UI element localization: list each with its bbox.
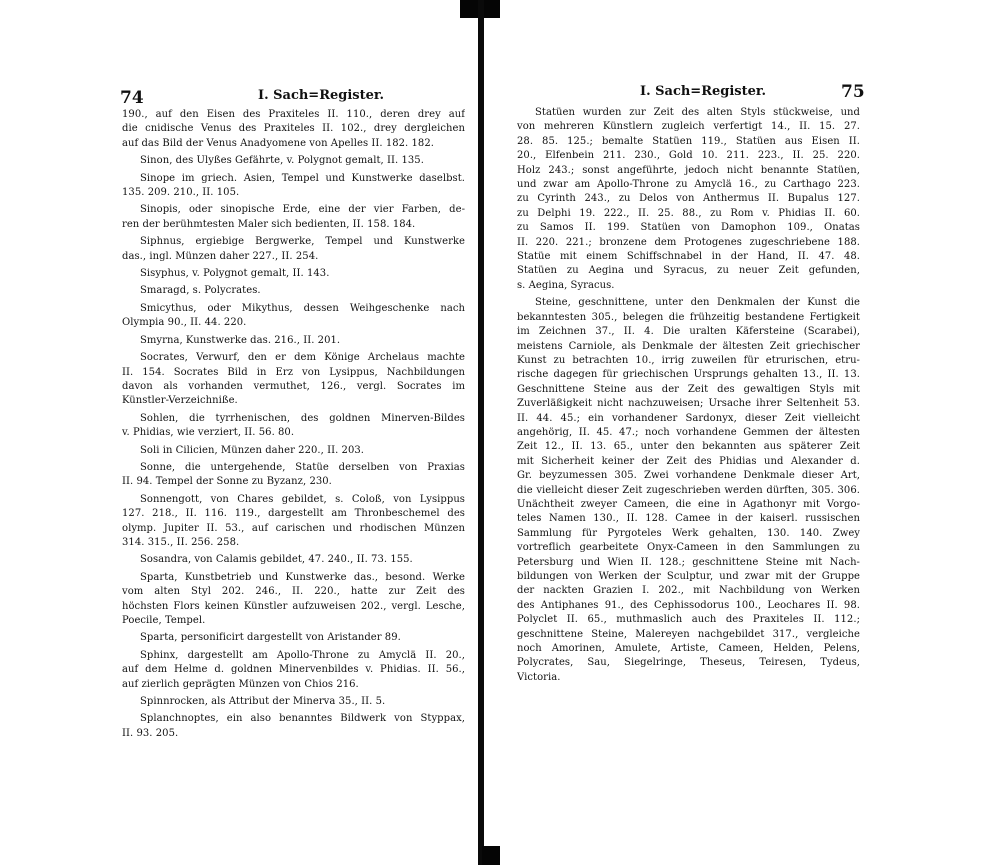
index-entry-line: der nackten Grazien I. 202., mit Nachbildung von Werken <box>517 585 860 597</box>
index-entry-line: Siphnus, ergiebige Bergwerke, Tempel und Kunstwerke <box>140 236 465 248</box>
index-entry <box>517 296 860 685</box>
index-entry <box>122 203 465 232</box>
index-entry-line: Geschnittene Steine aus der Zeit des gewaltigen Styls mit <box>517 383 860 395</box>
index-entry-line: bekanntesten 305., belegen die frühzeitig bestandene Fertigkeit <box>517 311 860 323</box>
index-entry-line: Kunst zu betrachten 10., irrig zuweilen für etrurischen, etru- <box>517 354 860 366</box>
index-entry-line: Soli in Cilicien, Münzen daher 220., II. 203. <box>140 444 365 456</box>
right-page <box>500 0 1000 865</box>
index-entry <box>122 302 465 331</box>
index-entry-line: Sparta, Kunstbetrieb und Kunstwerke das., besond. Werke <box>140 571 465 583</box>
index-entry <box>122 444 465 458</box>
index-entry-line: Petersburg und Wien II. 128.; geschnittene Steine mit Nach- <box>517 556 860 568</box>
index-entry-line: Sosandra, von Calamis gebildet, 47. 240., II. 73. 155. <box>140 554 413 566</box>
index-entry-line: Sparta, personificirt dargestellt von Aristander 89. <box>140 632 401 644</box>
left-page <box>0 0 470 865</box>
index-entry <box>122 412 465 441</box>
index-entry <box>122 235 465 264</box>
index-entry <box>517 106 860 293</box>
index-entry-line: die vielleicht dieser Zeit zugeschrieben werden dürften, 305. 306. <box>517 484 860 496</box>
index-entry-line: Künstler-Verzeichniße. <box>122 395 238 407</box>
index-entry <box>122 631 465 645</box>
index-entry-line: Gr. beyzumessen 305. Zwei vorhandene Denkmale dieser Art, <box>517 470 860 482</box>
index-entry-line: Polyclet II. 65., muthmaslich auch des Praxiteles II. 112.; <box>517 614 860 626</box>
index-entry-line: zu Delphi 19. 222., II. 25. 88., zu Rom v. Phidias II. 60. <box>517 207 860 219</box>
index-entry-line: davon als vorhanden vermuthet, 126., vergl. Socrates im <box>122 380 465 392</box>
index-entry-line: Statüen zu Aegina und Syracus, zu neuer Zeit gefunden, <box>517 265 860 277</box>
index-entry-line: Smyrna, Kunstwerke das. 216., II. 201. <box>140 334 341 346</box>
index-entry-line: olymp. Jupiter II. 53., auf carischen und rhodischen Münzen <box>122 522 465 534</box>
index-entry-line: 127. 218., II. 116. 119., dargestellt am Thronbeschemel des <box>122 508 465 520</box>
index-entry-line: Sinon, des Ulyßes Gefährte, v. Polygnot gemalt, II. 135. <box>140 155 424 167</box>
index-entry-line: im Zeichnen 37., II. 4. Die uralten Käfersteine (Scarabei), <box>517 326 860 338</box>
index-entry-line: geschnittene Steine, Malereyen nachgebildet 317., vergleiche <box>517 628 860 640</box>
index-entry-line: Smaragd, s. Polycrates. <box>140 285 261 297</box>
index-entry-line: Sinopis, oder sinopische Erde, eine der vier Farben, de- <box>140 204 465 216</box>
index-entry-line: Sohlen, die tyrrhenischen, des goldnen Minerven-Bildes <box>140 412 465 424</box>
index-entry-line: vom alten Styl 202. 246., II. 220., hatte zur Zeit des <box>122 586 465 598</box>
index-entry-line: II. 94. Tempel der Sonne zu Byzanz, 230. <box>122 476 332 488</box>
index-entry-line: und zwar am Apollo-Throne zu Amyclä 16., zu Carthago 223. <box>517 179 860 191</box>
index-entry-line: Sisyphus, v. Polygnot gemalt, II. 143. <box>140 268 330 280</box>
index-entry-line: meistens Carniole, als Denkmale der ältesten Zeit griechischer <box>517 340 860 352</box>
index-entry-line: Sonnengott, von Chares gebildet, s. Coloß, von Lysippus <box>140 493 465 505</box>
index-entry-line: zu Samos II. 199. Statüen von Damophon 109., Onatas <box>517 222 860 234</box>
index-entry-line: s. Aegina, Syracus. <box>517 279 615 291</box>
index-entry <box>122 108 465 151</box>
index-entry-line: des Antiphanes 91., des Cephissodorus 100., Leochares II. 98. <box>517 599 860 611</box>
index-entry-line: 314. 315., II. 256. 258. <box>122 536 240 548</box>
index-entry-line: Sphinx, dargestellt am Apollo-Throne zu Amyclä II. 20., <box>140 649 465 661</box>
index-entry-line: Sinope im griech. Asien, Tempel und Kunstwerke daselbst. <box>140 172 465 184</box>
right-index-column <box>517 106 860 685</box>
index-entry-line: Polycrates, Sau, Siegelringe, Theseus, Teiresen, Tydeus, <box>517 657 860 669</box>
index-entry-line: Statüen wurden zur Zeit des alten Styls stückweise, und <box>535 107 860 118</box>
index-entry-line: das., ingl. Münzen daher 227., II. 254. <box>122 250 319 262</box>
index-entry-line: 28. 85. 125.; bemalte Statüen 119., Statüen aus Eisen II. <box>517 135 860 147</box>
left-running-header: I. Sach=Register. <box>258 88 385 103</box>
index-entry-line: Smicythus, oder Mikythus, dessen Weihgeschenke nach <box>140 302 465 314</box>
index-entry <box>122 154 465 168</box>
index-entry <box>122 334 465 348</box>
index-entry-line: Zuverläßigkeit nicht nachzuweisen; Ursache ihrer Seltenheit 53. <box>517 398 860 410</box>
index-entry <box>122 351 465 409</box>
index-entry-line: Victoria. <box>517 671 561 683</box>
index-entry <box>122 571 465 629</box>
left-page-number: 74 <box>120 88 144 108</box>
index-entry-line: Zeit 12., II. 13. 65., unter den bekannten aus späterer Zeit <box>517 441 860 453</box>
index-entry-line: auf dem Helme d. goldnen Minervenbildes v. Phidias. II. 56., <box>122 664 465 676</box>
index-entry-line: II. 93. 205. <box>122 727 179 739</box>
index-entry-line: auf zierlich geprägten Münzen von Chios 216. <box>122 678 359 690</box>
index-entry-line: Sonne, die untergehende, Statüe derselben von Praxias <box>140 461 465 473</box>
index-entry <box>122 172 465 201</box>
index-entry-line: ren der berühmtesten Maler sich bedienten, II. 158. 184. <box>122 218 416 230</box>
right-page-number: 75 <box>841 82 865 102</box>
index-entry-line: die cnidische Venus des Praxiteles II. 102., drey dergleichen <box>122 123 465 135</box>
index-entry-line: auf das Bild der Venus Anadyomene von Apelles II. 182. 182. <box>122 137 434 149</box>
index-entry-line: vortreflich gearbeitete Onyx-Cameen in den Sammlungen zu <box>517 542 860 554</box>
index-entry-line: bildungen von Werken der Sculptur, und zwar mit der Gruppe <box>517 571 860 582</box>
index-entry-line: Holz 243.; sonst angeführte, jedoch nicht benannte Statüen, <box>517 164 860 176</box>
index-entry-line: Socrates, Verwurf, den er dem Könige Archelaus machte <box>140 352 465 364</box>
index-entry <box>122 695 465 709</box>
index-entry-line: rische dagegen für griechischen Ursprungs gehalten 13., II. 13. <box>517 369 860 381</box>
index-entry-line: Poecile, Tempel. <box>122 615 206 626</box>
index-entry-line: v. Phidias, wie verziert, II. 56. 80. <box>122 427 295 439</box>
index-entry-line: Olympia 90., II. 44. 220. <box>122 317 247 329</box>
index-entry-line: Splanchnoptes, ein also benanntes Bildwerk von Styppax, <box>140 713 465 725</box>
index-entry-line: zu Cyrinth 243., zu Delos von Anthermus II. Bupalus 127. <box>517 193 860 205</box>
index-entry-line: angehörig, II. 45. 47.; noch vorhandene Gemmen der ältesten <box>517 426 860 438</box>
index-entry <box>122 284 465 298</box>
index-entry <box>122 461 465 490</box>
index-entry-line: teles Namen 130., II. 128. Camee in der kaiserl. russischen <box>517 513 860 525</box>
left-index-column <box>122 108 465 741</box>
index-entry-line: noch Amorinen, Amulete, Artiste, Cameen, Helden, Pelens, <box>517 643 860 655</box>
index-entry-line: 190., auf den Eisen des Praxiteles II. 110., deren drey auf <box>122 109 465 120</box>
index-entry-line: Sammlung für Pyrgoteles Werk gehalten, 130. 140. Zwey <box>517 527 860 539</box>
index-entry-line: höchsten Flors keinen Künstler aufzuweisen 202., vergl. Lesche, <box>122 600 465 612</box>
right-running-header: I. Sach=Register. <box>640 84 767 99</box>
index-entry-line: Statüe mit einem Schiffschnabel in der Hand, II. 47. 48. <box>517 251 860 263</box>
index-entry-line: II. 154. Socrates Bild in Erz von Lysippus, Nachbildungen <box>122 366 465 378</box>
index-entry-line: von mehreren Künstlern zugleich verfertigt 14., II. 15. 27. <box>517 121 860 133</box>
index-entry <box>122 267 465 281</box>
index-entry-line: 135. 209. 210., II. 105. <box>122 187 240 199</box>
index-entry <box>122 649 465 692</box>
index-entry-line: mit Sicherheit keiner der Zeit des Phidias und Alexander d. <box>517 455 860 467</box>
index-entry-line: II. 44. 45.; ein vorhandener Sardonyx, dieser Zeit vielleicht <box>517 412 860 424</box>
index-entry <box>122 553 465 567</box>
book-gutter <box>478 0 484 865</box>
index-entry <box>122 493 465 551</box>
index-entry <box>122 712 465 741</box>
index-entry-line: Spinnrocken, als Attribut der Minerva 35., II. 5. <box>140 696 386 708</box>
index-entry-line: Unächtheit zweyer Cameen, die eine in Agathonyr mit Vorgo- <box>517 498 860 510</box>
index-entry-line: II. 220. 221.; bronzene dem Protogenes zugeschriebene 188. <box>517 236 860 248</box>
index-entry-line: Steine, geschnittene, unter den Denkmalen der Kunst die <box>535 297 860 309</box>
index-entry-line: 20., Elfenbein 211. 230., Gold 10. 211. 223., II. 25. 220. <box>517 150 860 162</box>
